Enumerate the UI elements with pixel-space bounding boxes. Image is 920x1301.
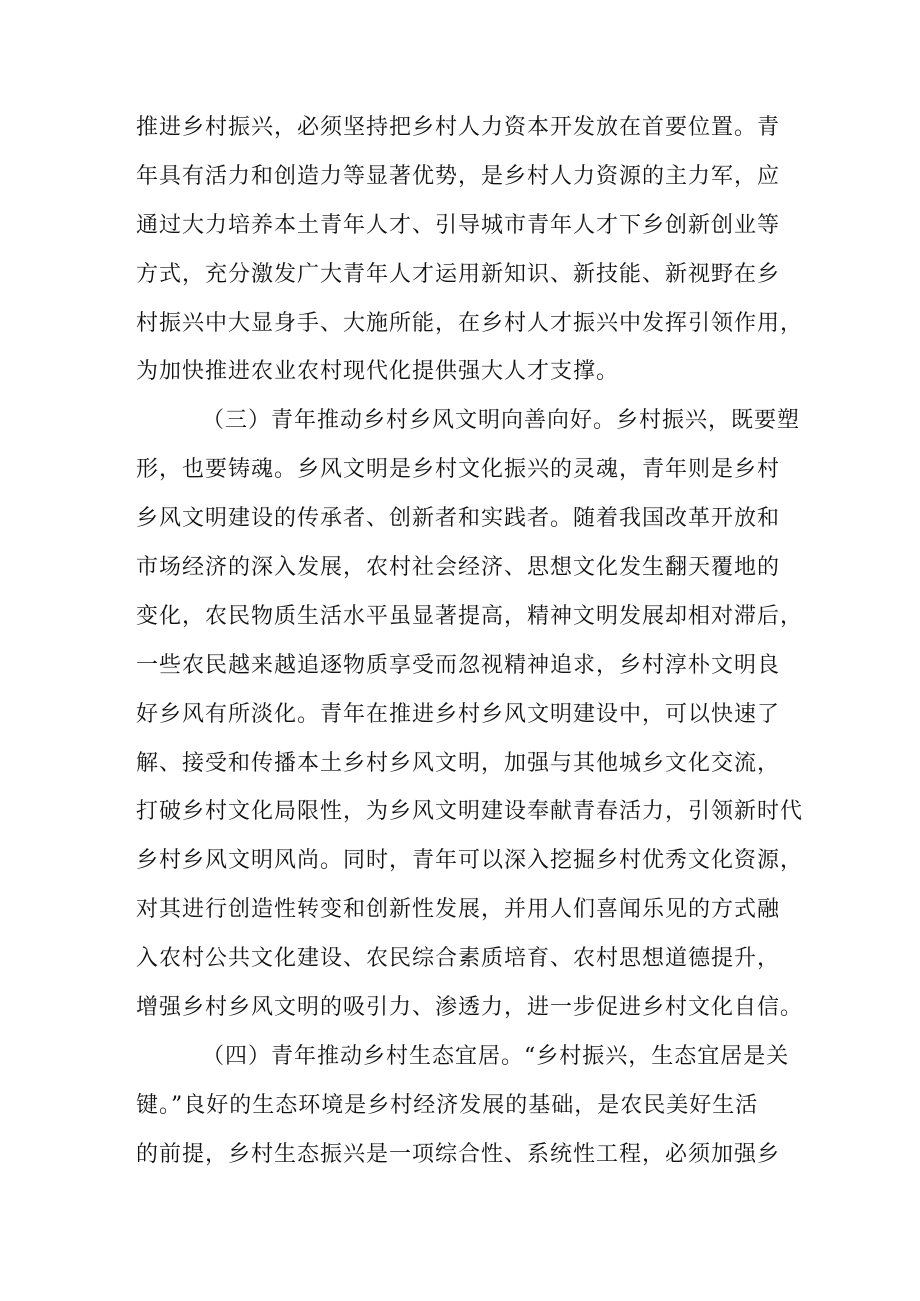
text-line: 解、接受和传播本土乡村乡风文明，加强与其他城乡文化交流， — [136, 750, 781, 776]
text-line: 形，也要铸魂。乡风文明是乡村文化振兴的灵魂，青年则是乡村 — [136, 457, 781, 483]
text-line: 为加快推进农业农村现代化提供强大人才支撑。 — [136, 359, 620, 385]
text-line: 增强乡村乡风文明的吸引力、渗透力，进一步促进乡村文化自信。 — [136, 995, 804, 1021]
body-text — [136, 104, 804, 1180]
text-line: 打破乡村文化局限性，为乡风文明建设奉献青春活力，引领新时代 — [136, 799, 804, 825]
text-line: 入农村公共文化建设、农民综合素质培育、农村思想道德提升， — [136, 946, 781, 972]
text-line: 乡村乡风文明风尚。同时，青年可以深入挖掘乡村优秀文化资源， — [136, 848, 804, 874]
text-line: 对其进行创造性转变和创新性发展，并用人们喜闻乐见的方式融 — [136, 897, 781, 923]
text-line: 通过大力培养本土青年人才、引导城市青年人才下乡创新创业等 — [136, 212, 781, 238]
text-line: 的前提，乡村生态振兴是一项综合性、系统性工程，必须加强乡 — [136, 1141, 781, 1167]
section-heading-4: （四）青年推动乡村生态宜居。“乡村振兴，生态宜居是关 — [202, 1043, 790, 1069]
text-line: 村振兴中大显身手、大施所能，在乡村人才振兴中发挥引领作用， — [136, 310, 804, 336]
text-line: 推进乡村振兴，必须坚持把乡村人力资本开发放在首要位置。青 — [136, 115, 781, 140]
text-line: 变化，农民物质生活水平虽显著提高，精神文明发展却相对滞后， — [136, 603, 804, 629]
text-line: 年具有活力和创造力等显著优势，是乡村人力资源的主力军，应 — [136, 163, 781, 189]
section-heading-3: （三）青年推动乡村乡风文明向善向好。乡村振兴，既要塑 — [202, 408, 801, 434]
text-line: 键。”良好的生态环境是乡村经济发展的基础，是农民美好生活 — [136, 1092, 759, 1118]
text-line: 乡风文明建设的传承者、创新者和实践者。随着我国改革开放和 — [136, 506, 781, 532]
text-line: 市场经济的深入发展，农村社会经济、思想文化发生翻天覆地的 — [136, 555, 781, 581]
text-line: 好乡风有所淡化。青年在推进乡村乡风文明建设中，可以快速了 — [136, 701, 781, 727]
text-line: 一些农民越来越追逐物质享受而忽视精神追求，乡村淳朴文明良 — [136, 652, 781, 678]
text-line: 方式，充分激发广大青年人才运用新知识、新技能、新视野在乡 — [136, 261, 781, 287]
